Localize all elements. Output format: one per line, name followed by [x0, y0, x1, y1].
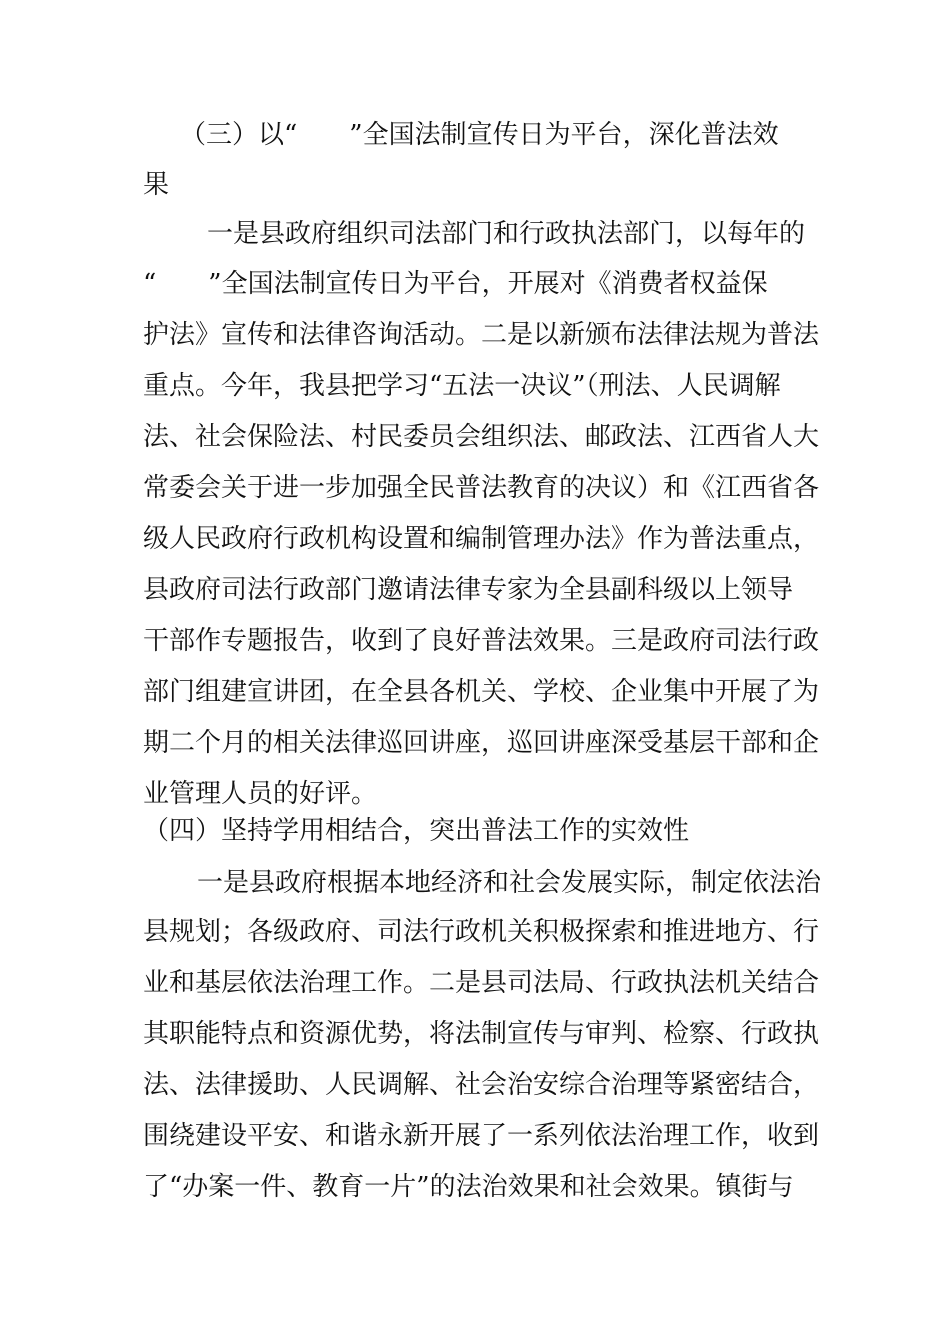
- paragraph-line-text: 其职能特点和资源优势，将法制宣传与审判、检察、行政执: [143, 1019, 820, 1049]
- paragraph-line: [0, 310, 950, 360]
- paragraph-line: [0, 958, 950, 1008]
- paragraph-line: [0, 858, 950, 908]
- paragraph-line: [0, 412, 950, 462]
- paragraph-line-text: 县政府司法行政部门邀请法律专家为全县副科级以上领导: [143, 575, 794, 605]
- paragraph-line: [0, 667, 950, 717]
- heading-section-3-text: （三）以“ ”全国法制宣传日为平台，深化普法效: [180, 120, 779, 150]
- paragraph-line: [0, 1162, 950, 1212]
- heading-section-3-continuation: [0, 160, 950, 210]
- heading-section-3: [0, 110, 950, 160]
- paragraph-line: [0, 209, 950, 259]
- paragraph-line: [0, 361, 950, 411]
- heading-section-3-continuation-text: 果: [143, 170, 170, 200]
- paragraph-line-text: 业和基层依法治理工作。二是县司法局、行政执法机关结合: [143, 968, 820, 998]
- paragraph-line-text: 常委会关于进一步加强全民普法教育的决议）和《江西省各: [143, 473, 820, 503]
- paragraph-line: [0, 1060, 950, 1110]
- paragraph-line-text: 业管理人员的好评。: [143, 779, 378, 809]
- paragraph-line-text: 法、法律援助、人民调解、社会治安综合治理等紧密结合，: [143, 1070, 820, 1100]
- paragraph-line-text: 了“办案一件、教育一片”的法治效果和社会效果。镇街与: [143, 1172, 794, 1202]
- paragraph-line: [0, 1009, 950, 1059]
- heading-section-4: [0, 806, 950, 856]
- paragraph-line: [0, 514, 950, 564]
- paragraph-line: [0, 565, 950, 615]
- paragraph-line: [0, 1111, 950, 1161]
- paragraph-line-text: 法、社会保险法、村民委员会组织法、邮政法、江西省人大: [143, 422, 820, 452]
- paragraph-line: [0, 259, 950, 309]
- paragraph-line: [0, 616, 950, 666]
- paragraph-line-text: 部门组建宣讲团，在全县各机关、学校、企业集中开展了为: [143, 677, 820, 707]
- paragraph-line-text: 县规划；各级政府、司法行政机关积极探索和推进地方、行: [143, 917, 820, 947]
- paragraph-line-text: 重点。今年，我县把学习“五法一决议”（刑法、人民调解: [143, 371, 781, 401]
- paragraph-line: [0, 463, 950, 513]
- paragraph-line-text: 围绕建设平安、和谐永新开展了一系列依法治理工作，收到: [143, 1121, 820, 1151]
- paragraph-line-text: 一是县政府组织司法部门和行政执法部门，以每年的: [207, 219, 806, 249]
- paragraph-line-text: 级人民政府行政机构设置和编制管理办法》作为普法重点，: [143, 524, 820, 554]
- paragraph-line-text: “ ”全国法制宣传日为平台，开展对《消费者权益保: [143, 269, 768, 299]
- paragraph-line-text: 干部作专题报告，收到了良好普法效果。三是政府司法行政: [143, 626, 820, 656]
- paragraph-line-text: 一是县政府根据本地经济和社会发展实际，制定依法治: [197, 868, 822, 898]
- paragraph-line-text: 期二个月的相关法律巡回讲座，巡回讲座深受基层干部和企: [143, 728, 820, 758]
- paragraph-line: [0, 718, 950, 768]
- heading-section-4-text: （四）坚持学用相结合，突出普法工作的实效性: [143, 816, 690, 846]
- paragraph-line: [0, 907, 950, 957]
- paragraph-line-text: 护法》宣传和法律咨询活动。二是以新颁布法律法规为普法: [143, 320, 820, 350]
